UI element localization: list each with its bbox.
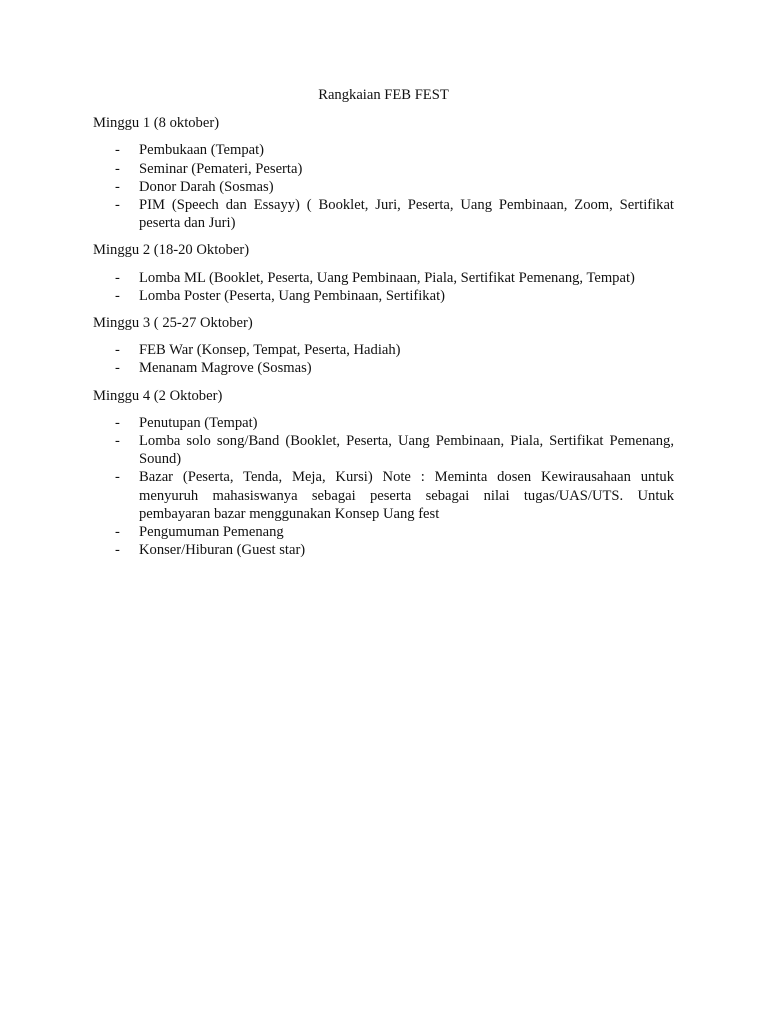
week-section-3: [93, 314, 674, 378]
list-item-text: Penutupan (Tempat): [139, 414, 258, 431]
list-item: [93, 523, 674, 541]
list-item-text: Lomba ML (Booklet, Peserta, Uang Pembinaan, Piala, Sertifikat Pemenang, Tempat): [139, 269, 635, 286]
list-bullet: -: [115, 433, 120, 450]
list-item-text: Lomba solo song/Band (Booklet, Peserta, Uang Pembinaan, Piala, Sertifikat Pemenang, Sound): [139, 433, 674, 468]
list-bullet: -: [115, 178, 120, 195]
list-bullet: -: [115, 197, 120, 214]
list-bullet: -: [115, 414, 120, 431]
list-item: [93, 359, 674, 377]
week-heading: Minggu 4 (2 Oktober): [93, 387, 223, 404]
week-heading: Minggu 1 (8 oktober): [93, 115, 220, 132]
list-item: [93, 432, 674, 468]
week-item-list: [93, 414, 674, 560]
list-bullet: -: [115, 469, 120, 486]
list-bullet: -: [115, 142, 120, 159]
week-heading: Minggu 2 (18-20 Oktober): [93, 242, 250, 259]
list-item: [93, 269, 674, 287]
list-item-text: Pembukaan (Tempat): [139, 142, 265, 159]
week-item-list: [93, 141, 674, 232]
week-section-1: [93, 114, 674, 232]
list-item-text: Menanam Magrove (Sosmas): [139, 360, 312, 377]
list-item: [93, 341, 674, 359]
list-bullet: -: [115, 524, 120, 541]
list-bullet: -: [115, 342, 120, 359]
list-bullet: -: [115, 269, 120, 286]
list-item-text: Bazar (Peserta, Tenda, Meja, Kursi) Note : Meminta dosen Kewirausahaan untuk menyuruh mahasiswanya sebagai peserta sebagai nilai tugas/UAS/UTS. Untuk pembayaran bazar menggunakan Konsep Uang fest: [139, 469, 674, 522]
document-title: Rangkaian FEB FEST: [318, 87, 449, 103]
list-item-text: PIM (Speech dan Essayy) ( Booklet, Juri, Peserta, Uang Pembinaan, Zoom, Sertifikat peserta dan Juri): [139, 197, 674, 232]
list-item-text: Konser/Hiburan (Guest star): [139, 542, 306, 559]
list-item: [93, 468, 674, 523]
list-bullet: -: [115, 160, 120, 177]
list-item-text: Pengumuman Pemenang: [139, 524, 284, 541]
list-item-text: FEB War (Konsep, Tempat, Peserta, Hadiah): [139, 342, 401, 359]
week-heading: Minggu 3 ( 25-27 Oktober): [93, 315, 253, 332]
list-item: [93, 160, 674, 178]
list-item: [93, 287, 674, 305]
document-body: [93, 86, 674, 568]
list-item-text: Donor Darah (Sosmas): [139, 178, 274, 195]
list-item: [93, 178, 674, 196]
list-item: [93, 141, 674, 159]
list-item: [93, 196, 674, 232]
list-bullet: -: [115, 287, 120, 304]
list-item-text: Lomba Poster (Peserta, Uang Pembinaan, Sertifikat): [139, 287, 445, 304]
week-section-2: [93, 241, 674, 305]
week-item-list: [93, 269, 674, 305]
list-bullet: -: [115, 542, 120, 559]
list-item-text: Seminar (Pemateri, Peserta): [139, 160, 303, 177]
week-item-list: [93, 341, 674, 377]
list-item: [93, 541, 674, 559]
list-item: [93, 414, 674, 432]
list-bullet: -: [115, 360, 120, 377]
week-section-4: [93, 387, 674, 560]
